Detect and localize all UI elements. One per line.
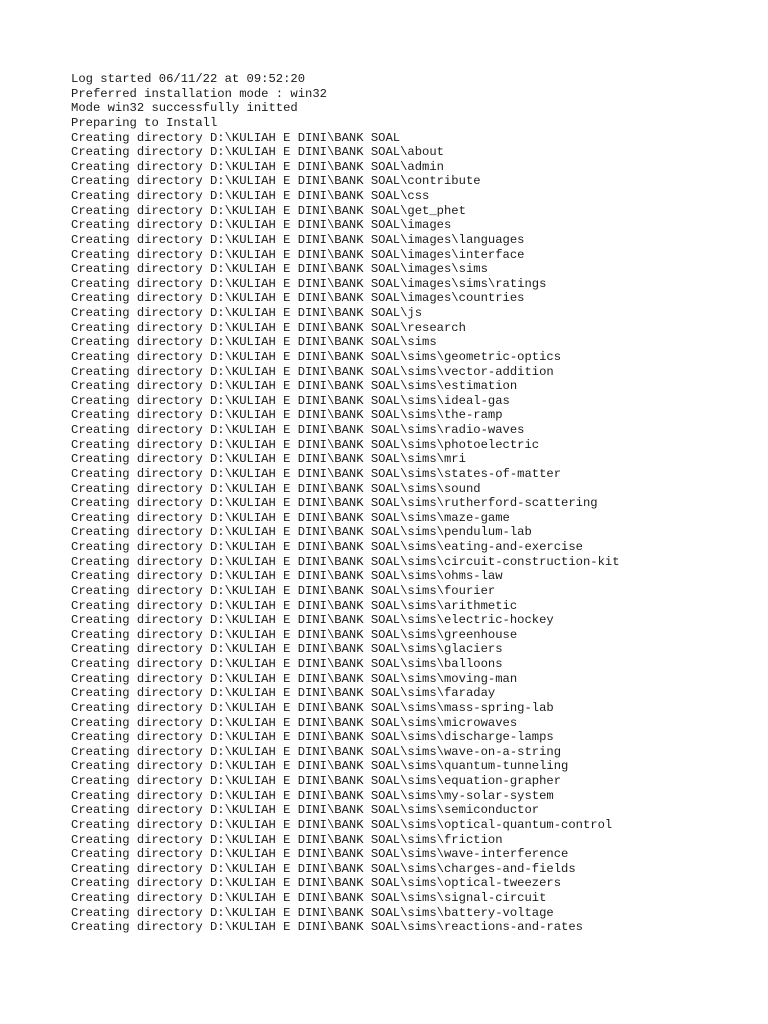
log-entry-line: Creating directory D:\KULIAH E DINI\BANK SOAL\sims\radio-waves	[71, 423, 525, 437]
log-entry-line: Creating directory D:\KULIAH E DINI\BANK SOAL\sims\ohms-law	[71, 569, 503, 584]
log-entry-line: Creating directory D:\KULIAH E DINI\BANK SOAL\sims\states-of-matter	[71, 466, 562, 481]
log-entry-line: Creating directory D:\KULIAH E DINI\BANK SOAL\sims\faraday	[71, 686, 496, 701]
log-entry-line: Creating directory D:\KULIAH E DINI\BANK SOAL\sims\estimation	[71, 379, 518, 394]
log-entry-line: Creating directory D:\KULIAH E DINI\BANK SOAL\sims\friction	[71, 832, 503, 847]
log-entry-line: Creating directory D:\KULIAH E DINI\BANK SOAL\sims\mri	[71, 452, 466, 467]
log-entry-line: Creating directory D:\KULIAH E DINI\BANK SOAL\sims\ideal-gas	[71, 393, 510, 408]
mode-init-line: Mode win32 successfully initted	[71, 101, 298, 116]
log-entry-line: Creating directory D:\KULIAH E DINI\BANK SOAL\sims\photoelectric	[71, 437, 540, 452]
log-entry-line: Creating directory D:\KULIAH E DINI\BANK SOAL\sims\microwaves	[71, 715, 518, 730]
log-header	[71, 72, 751, 131]
log-entry-line: Creating directory D:\KULIAH E DINI\BANK SOAL\sims\geometric-optics	[71, 349, 562, 364]
log-entry-line: Creating directory D:\KULIAH E DINI\BANK SOAL\sims\rutherford-scattering	[71, 496, 598, 511]
log-entry-line: Creating directory D:\KULIAH E DINI\BANK SOAL\images\sims	[71, 262, 488, 277]
log-entry-line: Creating directory D:\KULIAH E DINI\BANK SOAL\sims\equation-grapher	[71, 774, 562, 788]
log-entry-line: Creating directory D:\KULIAH E DINI\BANK SOAL\sims\eating-and-exercise	[71, 540, 583, 554]
log-entry-line: Creating directory D:\KULIAH E DINI\BANK SOAL\sims\maze-game	[71, 510, 510, 525]
log-entry-line: Creating directory D:\KULIAH E DINI\BANK SOAL\sims\wave-on-a-string	[71, 744, 562, 759]
log-entry-line: Creating directory D:\KULIAH E DINI\BANK SOAL\sims	[71, 335, 437, 350]
log-entry-line: Creating directory D:\KULIAH E DINI\BANK SOAL\images\sims\ratings	[71, 276, 547, 291]
log-entry-line: Creating directory D:\KULIAH E DINI\BANK SOAL\sims\arithmetic	[71, 598, 518, 613]
log-entry-line: Creating directory D:\KULIAH E DINI\BANK SOAL\research	[71, 320, 466, 335]
log-entry-line: Creating directory D:\KULIAH E DINI\BANK SOAL\sims\balloons	[71, 657, 503, 671]
log-entry-line: Creating directory D:\KULIAH E DINI\BANK SOAL\sims\battery-voltage	[71, 905, 554, 920]
log-entry-line: Creating directory D:\KULIAH E DINI\BANK SOAL\contribute	[71, 174, 481, 189]
log-entry-line: Creating directory D:\KULIAH E DINI\BANK SOAL\sims\reactions-and-rates	[71, 920, 583, 935]
log-entry-line: Creating directory D:\KULIAH E DINI\BANK SOAL\images\interface	[71, 247, 525, 262]
log-entry-line: Creating directory D:\KULIAH E DINI\BANK SOAL\sims\electric-hockey	[71, 613, 554, 628]
log-entry-line: Creating directory D:\KULIAH E DINI\BANK SOAL\sims\optical-quantum-control	[71, 817, 613, 832]
log-entry-line: Creating directory D:\KULIAH E DINI\BANK SOAL\sims\mass-spring-lab	[71, 700, 554, 715]
log-entry-line: Creating directory D:\KULIAH E DINI\BANK SOAL\sims\quantum-tunneling	[71, 759, 569, 774]
log-entry-line: Creating directory D:\KULIAH E DINI\BANK SOAL\sims\discharge-lamps	[71, 730, 554, 745]
log-entry-line: Creating directory D:\KULIAH E DINI\BANK SOAL\sims\my-solar-system	[71, 788, 554, 803]
log-entry-line: Creating directory D:\KULIAH E DINI\BANK SOAL\sims\pendulum-lab	[71, 525, 532, 540]
log-entries	[71, 131, 751, 935]
log-entry-line: Creating directory D:\KULIAH E DINI\BANK SOAL\sims\the-ramp	[71, 408, 503, 423]
log-entry-line: Creating directory D:\KULIAH E DINI\BANK SOAL\sims\wave-interference	[71, 847, 569, 862]
log-entry-line: Creating directory D:\KULIAH E DINI\BANK SOAL\sims\fourier	[71, 583, 496, 598]
preparing-line: Preparing to Install	[71, 115, 218, 130]
log-entry-line: Creating directory D:\KULIAH E DINI\BANK SOAL\sims\vector-addition	[71, 364, 554, 379]
log-entry-line: Creating directory D:\KULIAH E DINI\BANK SOAL\css	[71, 189, 430, 203]
log-entry-line: Creating directory D:\KULIAH E DINI\BANK SOAL\sims\greenhouse	[71, 627, 518, 642]
log-entry-line: Creating directory D:\KULIAH E DINI\BANK SOAL\images\countries	[71, 291, 525, 306]
log-entry-line: Creating directory D:\KULIAH E DINI\BANK SOAL\sims\circuit-construction-kit	[71, 554, 620, 569]
log-entry-line: Creating directory D:\KULIAH E DINI\BANK SOAL\sims\charges-and-fields	[71, 861, 576, 876]
log-entry-line: Creating directory D:\KULIAH E DINI\BANK SOAL\js	[71, 306, 423, 320]
log-entry-line: Creating directory D:\KULIAH E DINI\BANK SOAL\sims\moving-man	[71, 671, 518, 686]
log-entry-line: Creating directory D:\KULIAH E DINI\BANK SOAL\sims\optical-tweezers	[71, 876, 562, 891]
log-entry-line: Creating directory D:\KULIAH E DINI\BANK SOAL\about	[71, 145, 444, 160]
log-entry-line: Creating directory D:\KULIAH E DINI\BANK SOAL\admin	[71, 159, 444, 174]
log-entry-line: Creating directory D:\KULIAH E DINI\BANK SOAL\images\languages	[71, 232, 525, 247]
log-entry-line: Creating directory D:\KULIAH E DINI\BANK SOAL	[71, 130, 401, 145]
log-entry-line: Creating directory D:\KULIAH E DINI\BANK SOAL\sims\semiconductor	[71, 803, 540, 818]
log-entry-line: Creating directory D:\KULIAH E DINI\BANK SOAL\images	[71, 218, 452, 233]
install-mode-line: Preferred installation mode : win32	[71, 86, 327, 101]
log-entry-line: Creating directory D:\KULIAH E DINI\BANK SOAL\sims\sound	[71, 481, 481, 496]
log-document	[71, 72, 751, 935]
log-entry-line: Creating directory D:\KULIAH E DINI\BANK SOAL\sims\signal-circuit	[71, 891, 547, 905]
log-entry-line: Creating directory D:\KULIAH E DINI\BANK SOAL\get_phet	[71, 203, 466, 218]
log-entry-line: Creating directory D:\KULIAH E DINI\BANK SOAL\sims\glaciers	[71, 642, 503, 657]
log-start-line: Log started 06/11/22 at 09:52:20	[71, 72, 306, 86]
